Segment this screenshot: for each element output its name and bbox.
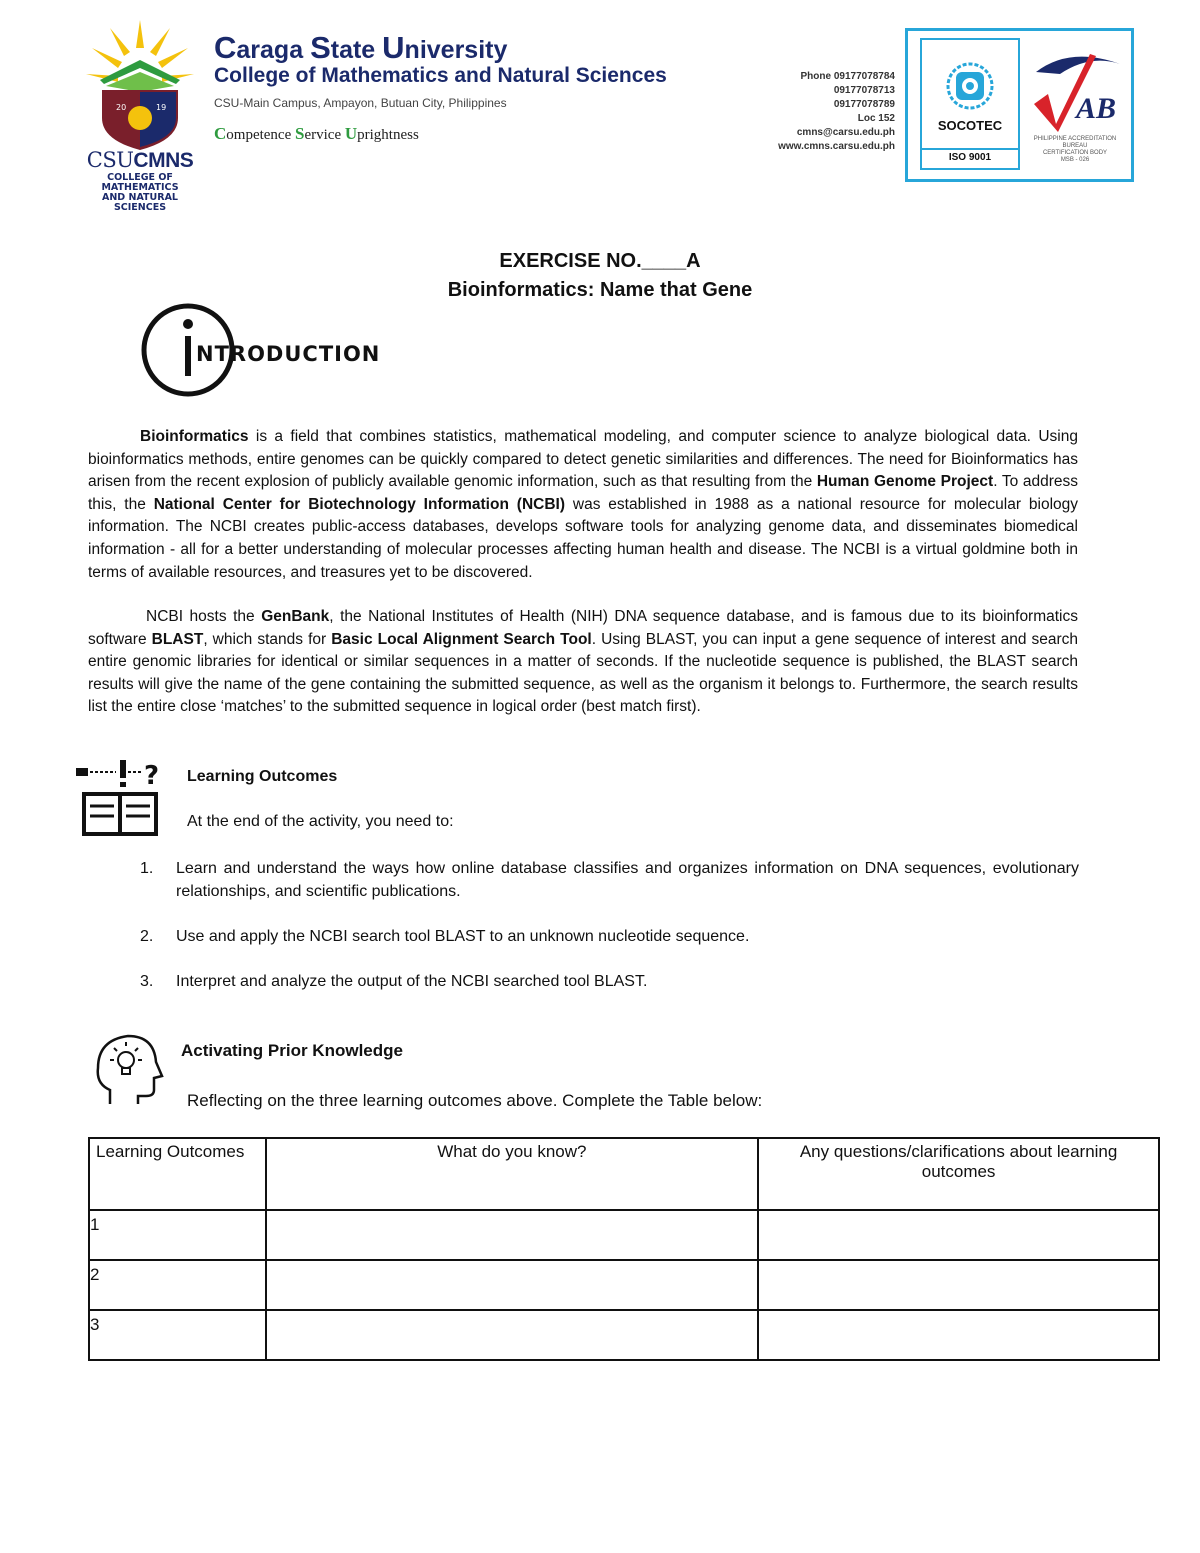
table-row — [89, 1210, 1159, 1260]
table-row — [89, 1310, 1159, 1360]
svg-text:20: 20 — [116, 103, 127, 112]
table-header-row — [89, 1138, 1159, 1210]
college-name: College of Mathematics and Natural Sciences — [214, 64, 667, 87]
socotec-icon — [940, 58, 1000, 114]
university-name: Caraga State University — [214, 30, 508, 65]
know-cell[interactable] — [266, 1310, 759, 1360]
learning-outcomes-lead: At the end of the activity, you need to: — [187, 813, 454, 830]
pab-subtext: PHILIPPINE ACCREDITATION BUREAU CERTIFICATION BODY MSB - 026 — [1033, 136, 1117, 163]
prior-knowledge-lead: Reflecting on the three learning outcomes above. Complete the Table below: — [187, 1091, 763, 1110]
column-header: Any questions/clarifications about learning outcomes — [758, 1138, 1159, 1210]
contact-info — [778, 70, 895, 154]
iso-label: ISO 9001 — [920, 148, 1020, 163]
svg-text:AB: AB — [1076, 92, 1117, 125]
pab-logo — [1030, 44, 1126, 134]
phone-1: Phone 09177078784 — [800, 71, 895, 82]
questions-cell[interactable] — [758, 1310, 1159, 1360]
column-header: Learning Outcomes — [89, 1138, 266, 1210]
learning-outcomes-heading: Learning Outcomes — [187, 768, 338, 785]
socotec-label: SOCOTEC — [937, 118, 1003, 133]
prior-knowledge-table — [88, 1137, 1160, 1361]
head-lightbulb-icon — [88, 1030, 168, 1110]
introduction-heading: NTRODUCTION — [196, 342, 381, 366]
row-label: 3 — [89, 1310, 266, 1360]
svg-text:?: ? — [144, 761, 160, 791]
know-cell[interactable] — [266, 1260, 759, 1310]
intro-paragraph-1: Bioinformatics is a field that combines statistics, mathematical modeling, and computer science to analyze biological data. Using bioinformatics methods, entire genomes can be quickly compared to detect genetic similarities and differences. The need for Bioinformatics has arisen from the recent explosion of publicly available genomic information, such as that resulting from the Human Genome Project. To address this, the National Center for Biotechnology Information (NCBI) was established in 1988 as a national resource for molecular biology information. The NCBI creates public-access databases, develops software tools for analyzing genome data, and disseminates biomedical information - all for a better understanding of molecular processes affecting human health and disease. The NCBI is a virtual goldmine both in terms of available resources, and treasures yet to be discovered. — [88, 428, 1079, 581]
logo-caption: CSUCMNS COLLEGE OF MATHEMATICS AND NATURAL SCIENCES — [86, 148, 194, 213]
table-row — [89, 1260, 1159, 1310]
column-header: What do you know? — [266, 1138, 759, 1210]
svg-text:19: 19 — [156, 103, 167, 112]
exercise-subtitle: Bioinformatics: Name that Gene — [447, 279, 753, 301]
phone-2: 09177078713 — [833, 85, 895, 96]
book-question-icon — [76, 758, 168, 840]
intro-paragraph-2: NCBI hosts the GenBank, the National Institutes of Health (NIH) DNA sequence database, and is famous due to its bioinformatics software BLAST, which stands for Basic Local Alignment Search Tool. Using BLAST, you can input a gene sequence of interest and search entire genomic libraries for identical or similar sequences in a matter of seconds. If the nucleotide sequence is published, the BLAST search results will give the name of the gene containing the submitted sequence, as well as the organism it belongs to. Furthermore, the search results list the entire close ‘matches’ to the submitted sequence in logical order (best match first). — [88, 608, 1079, 716]
email: cmns@carsu.edu.ph — [796, 127, 895, 138]
questions-cell[interactable] — [758, 1260, 1159, 1310]
phone-3: 09177078789 — [833, 99, 895, 110]
address: CSU-Main Campus, Ampayon, Butuan City, Philippines — [214, 96, 507, 110]
questions-cell[interactable] — [758, 1210, 1159, 1260]
local: Loc 152 — [857, 113, 895, 124]
website: www.cmns.carsu.edu.ph — [778, 141, 895, 152]
know-cell[interactable] — [266, 1210, 759, 1260]
motto: Competence Service Uprightness — [214, 124, 419, 143]
exercise-title: EXERCISE NO.____A — [499, 250, 701, 272]
prior-knowledge-heading: Activating Prior Knowledge — [181, 1041, 403, 1060]
row-label: 1 — [89, 1210, 266, 1260]
row-label: 2 — [89, 1260, 266, 1310]
